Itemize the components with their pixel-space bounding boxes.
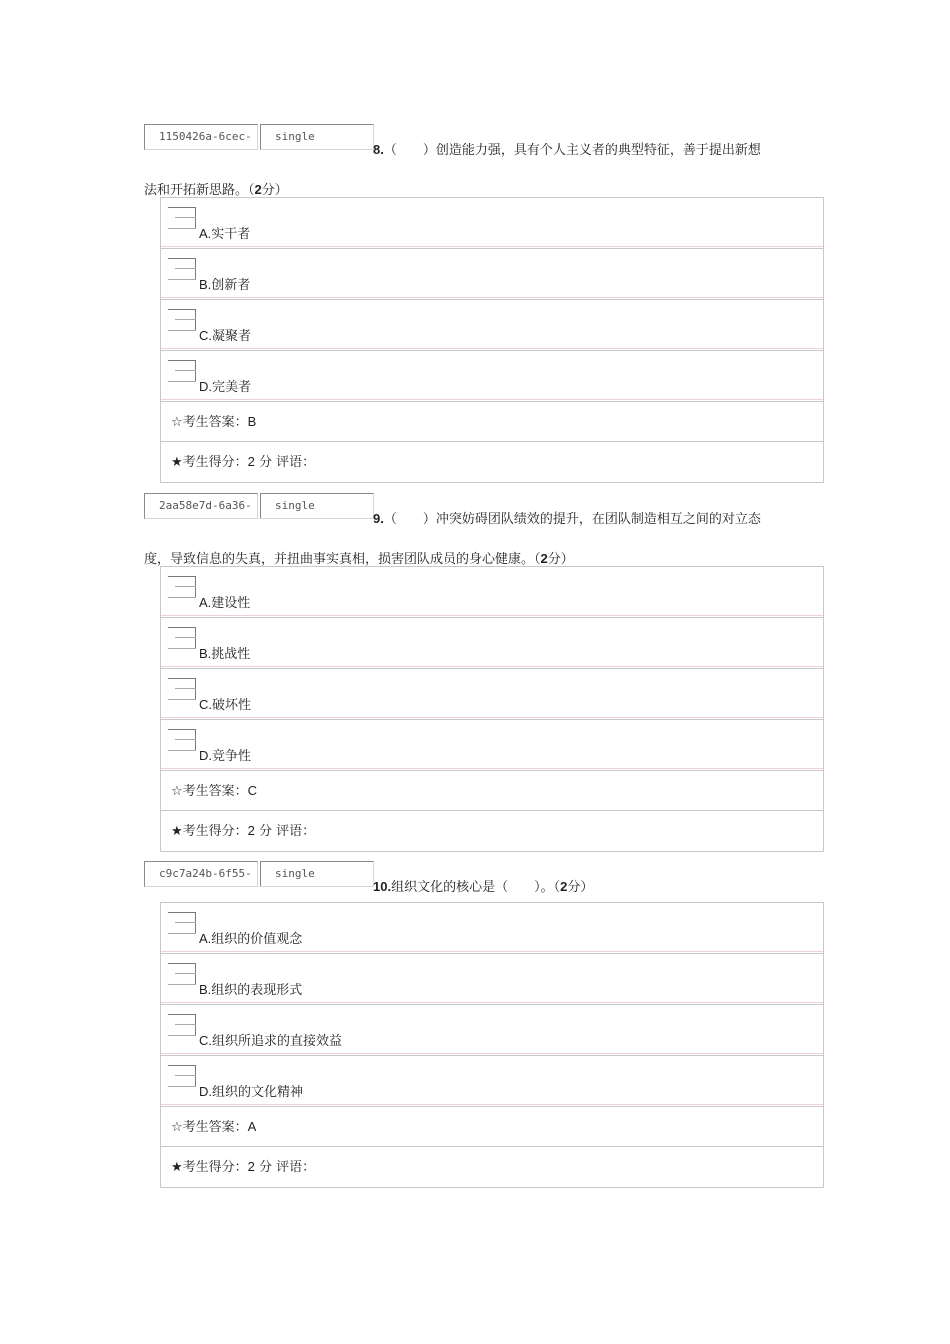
option-label: D.完美者 (199, 379, 252, 395)
question-points: 2 (254, 182, 262, 197)
student-answer: ☆考生答案：A (161, 1107, 823, 1147)
question-number: 9. (373, 511, 384, 526)
question-number: 8. (373, 142, 384, 157)
option-b[interactable] (161, 249, 823, 300)
radio-button-icon[interactable] (168, 729, 198, 751)
student-answer: ☆考生答案：B (161, 402, 823, 442)
options-panel (160, 197, 824, 483)
option-label: A.实干者 (199, 226, 251, 242)
radio-button-icon[interactable] (168, 309, 198, 331)
option-label: C.凝聚者 (199, 328, 252, 344)
option-a[interactable] (161, 198, 823, 249)
student-score: ★考生得分：2 分 评语： (171, 1159, 316, 1175)
radio-button-icon[interactable] (168, 576, 198, 598)
question-type-field[interactable]: single (260, 861, 374, 887)
radio-button-icon[interactable] (168, 258, 198, 280)
question-id-field[interactable]: 2aa58e7d-6a36- (144, 493, 258, 519)
option-label: A.组织的价值观念 (199, 931, 303, 947)
question-stem-cont: 度，导致信息的失真，并扭曲事实真相，损害团队成员的身心健康。（ (144, 552, 541, 567)
radio-button-icon[interactable] (168, 678, 198, 700)
option-c[interactable] (161, 669, 823, 720)
student-answer: ☆考生答案：C (161, 771, 823, 811)
option-d[interactable] (161, 351, 823, 402)
question-points: 2 (540, 551, 548, 566)
option-c[interactable] (161, 1005, 823, 1056)
option-b[interactable] (161, 618, 823, 669)
option-label: B.挑战性 (199, 646, 251, 662)
option-label: D.组织的文化精神 (199, 1084, 304, 1100)
radio-button-icon[interactable] (168, 360, 198, 382)
student-score: ★考生得分：2 分 评语： (171, 823, 316, 839)
question-points: 2 (560, 879, 568, 894)
question-stem: （ ）创造能力强，具有个人主义者的典型特征，善于提出新想 (383, 143, 761, 158)
question-stem: （ ）冲突妨碍团队绩效的提升，在团队制造相互之间的对立态 (383, 512, 761, 527)
option-label: B.组织的表现形式 (199, 982, 303, 998)
options-panel (160, 566, 824, 852)
option-c[interactable] (161, 300, 823, 351)
radio-button-icon[interactable] (168, 912, 198, 934)
option-label: C.破坏性 (199, 697, 252, 713)
question-number: 10. (373, 879, 392, 894)
question-text-line1 (373, 509, 761, 530)
option-label: D.竞争性 (199, 748, 252, 764)
option-d[interactable] (161, 720, 823, 771)
radio-button-icon[interactable] (168, 207, 198, 229)
option-a[interactable] (161, 903, 823, 954)
question-id-field[interactable]: c9c7a24b-6f55- (144, 861, 258, 887)
option-a[interactable] (161, 567, 823, 618)
student-score: ★考生得分：2 分 评语： (171, 454, 316, 470)
radio-button-icon[interactable] (168, 1065, 198, 1087)
option-label: C.组织所追求的直接效益 (199, 1033, 343, 1049)
option-d[interactable] (161, 1056, 823, 1107)
question-text-line1 (373, 140, 761, 161)
question-points-unit: 分） (547, 552, 574, 567)
radio-button-icon[interactable] (168, 963, 198, 985)
option-b[interactable] (161, 954, 823, 1005)
option-label: B.创新者 (199, 277, 251, 293)
question-type-field[interactable]: single (260, 124, 374, 150)
question-text-line1 (373, 877, 593, 898)
question-type-field[interactable]: single (260, 493, 374, 519)
question-points-unit: 分） (567, 880, 594, 895)
question-stem-cont: 法和开拓新思路。（ (144, 183, 255, 198)
radio-button-icon[interactable] (168, 1014, 198, 1036)
question-id-field[interactable]: 1150426a-6cec- (144, 124, 258, 150)
question-points-unit: 分） (261, 183, 288, 198)
question-stem: 组织文化的核心是（ ）。（ (391, 880, 561, 895)
option-label: A.建设性 (199, 595, 251, 611)
options-panel (160, 902, 824, 1188)
radio-button-icon[interactable] (168, 627, 198, 649)
